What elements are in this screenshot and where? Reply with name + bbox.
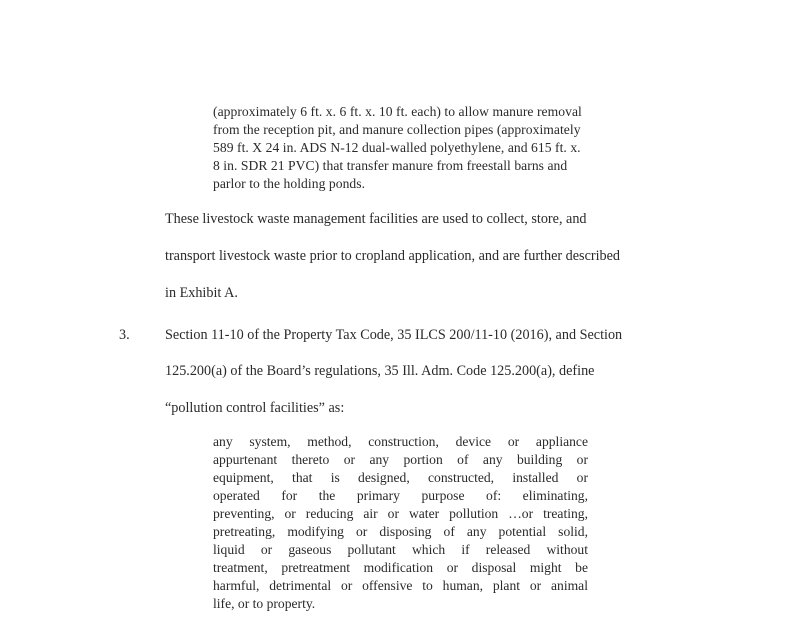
quote-line: preventing, or reducing air or water pollution …or treating, — [213, 506, 588, 521]
indented-line: 589 ft. X 24 in. ADS N-12 dual-walled polyethylene, and 615 ft. x. — [213, 140, 581, 155]
indented-line: (approximately 6 ft. x. 6 ft. x. 10 ft. each) to allow manure removal — [213, 104, 582, 119]
body-line: Section 11-10 of the Property Tax Code, 35 ILCS 200/11-10 (2016), and Section — [165, 327, 623, 343]
quote-line: life, or to property. — [213, 596, 316, 611]
indented-line: from the reception pit, and manure collection pipes (approximately — [213, 122, 581, 137]
body-line: 125.200(a) of the Board’s regulations, 35 Ill. Adm. Code 125.200(a), define — [165, 363, 595, 379]
indented-line: parlor to the holding ponds. — [213, 176, 366, 191]
paragraph-number: 3. — [119, 327, 130, 343]
body-line: in Exhibit A. — [165, 285, 238, 301]
body-line: transport livestock waste prior to cropland application, and are further described — [165, 248, 621, 264]
quote-line: liquid or gaseous pollutant which if released without — [213, 542, 588, 557]
body-line: These livestock waste management facilities are used to collect, store, and — [165, 211, 587, 227]
quote-line: treatment, pretreatment modification or disposal might be — [213, 560, 588, 575]
quote-line: appurtenant thereto or any portion of any building or — [213, 452, 588, 467]
quote-line: operated for the primary purpose of: eliminating, — [213, 488, 588, 503]
quote-line: any system, method, construction, device or appliance — [213, 434, 588, 449]
quote-line: equipment, that is designed, constructed, installed or — [213, 470, 588, 485]
body-line: “pollution control facilities” as: — [165, 400, 345, 416]
quote-line: pretreating, modifying or disposing of any potential solid, — [213, 524, 588, 539]
indented-line: 8 in. SDR 21 PVC) that transfer manure from freestall barns and — [213, 158, 568, 173]
quote-line: harmful, detrimental or offensive to human, plant or animal — [213, 578, 588, 593]
